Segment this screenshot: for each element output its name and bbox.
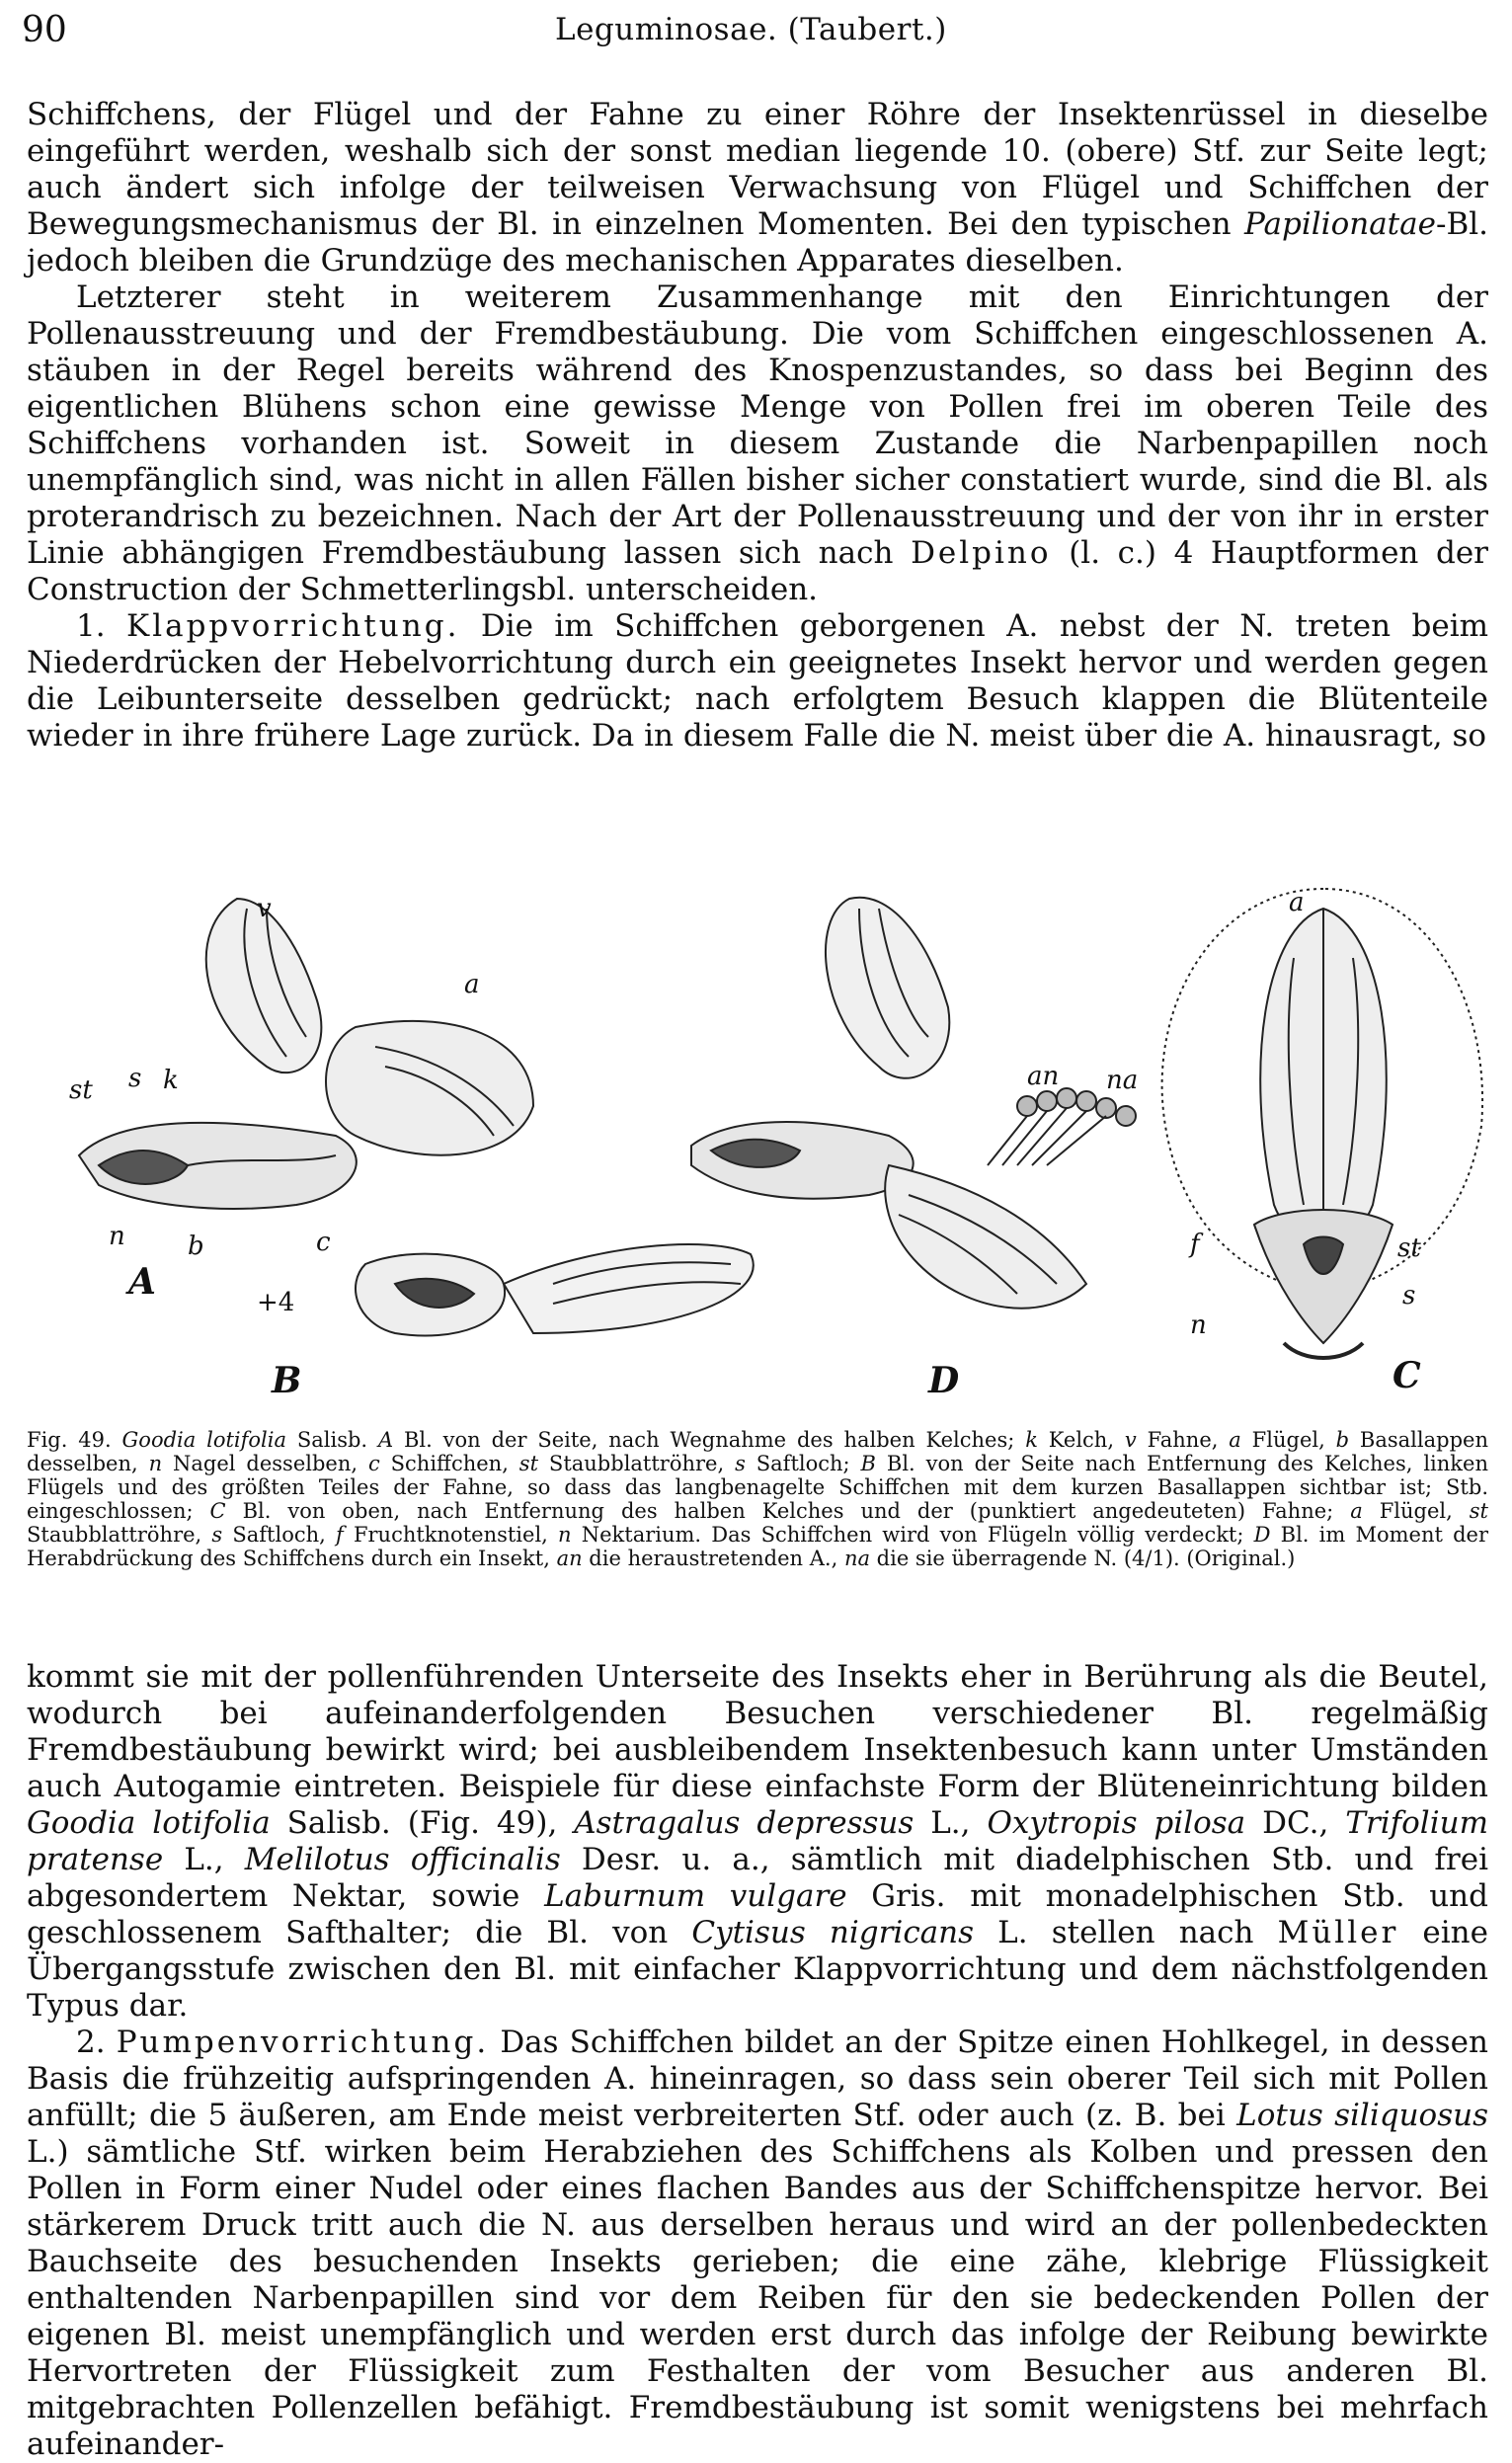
label-an: an	[1027, 1062, 1060, 1091]
panel-label-b: B	[272, 1360, 302, 1401]
label-n: n	[109, 1222, 125, 1251]
panel-label-c: C	[1393, 1355, 1421, 1396]
botanical-figure	[40, 869, 1491, 1422]
label-n-c: n	[1190, 1311, 1207, 1340]
paragraph: Schiffchens, der Flügel und der Fahne zu einer Röhre der Insektenrüssel in dieselbe eingeführt werden, weshalb sich der sonst median liegende 10. (obere) Stf. zur Seite legt; auch ändert sich infolge der teilweisen Verwachsung von Flügel und Schiffchen der Bewegungsmechanismus der Bl. in einzelnen Momenten. Bei den typischen Papilionatae-Bl. jedoch bleiben die Grundzüge des mechanischen Apparates dieselben.	[27, 97, 1488, 278]
text-block-upper	[27, 97, 1488, 755]
label-s: s	[128, 1064, 142, 1093]
label-st-c: st	[1397, 1233, 1421, 1263]
label-a: a	[464, 970, 480, 999]
page-number: 90	[22, 10, 67, 50]
flower-d-drawing	[691, 898, 1139, 1309]
label-f: f	[1190, 1230, 1200, 1259]
paragraph: Letzterer steht in weiterem Zusammenhange mit den Einrichtungen der Pollenausstreuung und der Fremdbestäubung. Die vom Schiffchen eingeschlossenen A. stäuben in der Regel bereits während des Knospenzustandes, so dass bei Beginn des eigentlichen Blühens schon eine gewisse Menge von Pollen frei im oberen Teile des Schiffchens vorhanden ist. Soweit in diesem Zustande die Narbenpapillen noch unempfänglich sind, was nicht in allen Fällen bisher sicher constatiert wurde, sind die Bl. als proterandrisch zu bezeichnen. Nach der Art der Pollenausstreuung und der von ihr in erster Linie abhängigen Fremdbestäubung lassen sich nach Delpino (l. c.) 4 Hauptformen der Construction der Schmetterlingsbl. unterscheiden.	[27, 279, 1488, 607]
running-head: Leguminosae. (Taubert.)	[555, 12, 947, 47]
flower-b-drawing	[356, 1244, 754, 1336]
label-st: st	[69, 1075, 93, 1105]
label-b: b	[188, 1232, 204, 1261]
label-c: c	[316, 1228, 331, 1257]
page-header	[22, 8, 1493, 57]
flower-illustration	[40, 869, 1491, 1422]
panel-label-a: A	[128, 1261, 156, 1303]
panel-label-d: D	[928, 1360, 960, 1401]
label-v: v	[257, 894, 272, 923]
label-k: k	[163, 1066, 179, 1095]
text-block-lower	[27, 1659, 1488, 2463]
label-a-c: a	[1289, 888, 1305, 917]
paragraph: 2. Pumpenvorrichtung. Das Schiffchen bildet an der Spitze einen Hohlkegel, in dessen Basis die frühzeitig aufspringenden A. hineinragen, so dass sein oberer Teil sich mit Pollen anfüllt; die 5 äußeren, am Ende meist verbreiterten Stf. oder auch (z. B. bei Lotus siliquosus L.) sämtliche Stf. wirken beim Herabziehen des Schiffchens als Kolben und pressen den Pollen in Form einer Nudel oder eines flachen Bandes aus der Schiffchenspitze hervor. Bei stärkerem Druck tritt auch die N. aus derselben heraus und wird an der pollenbedeckten Bauchseite des besuchenden Insekts gerieben; die eine zähe, klebrige Flüssigkeit enthaltenden Narbenpapillen sind vor dem Reiben für den sie bedeckenden Pollen der eigenen Bl. meist unempfänglich und werden erst durch das infolge der Reibung bewirkte Hervortreten der Flüssigkeit zum Festhalten der vom Besucher aus anderen Bl. mitgebrachten Pollenzellen befähigt. Fremdbestäubung ist somit wenigstens bei mehrfach aufeinander-	[27, 2025, 1488, 2462]
label-na: na	[1106, 1066, 1139, 1095]
label-s-c: s	[1402, 1281, 1416, 1311]
paragraph: 1. Klappvorrichtung. Die im Schiffchen geborgenen A. nebst der N. treten beim Niederdrücken der Hebelvorrichtung durch ein geeignetes Insekt hervor und werden gegen die Leibunterseite desselben gedrückt; nach erfolgtem Besuch klappen die Blütenteile wieder in ihre frühere Lage zurück. Da in diesem Falle die N. meist über die A. hinausragt, so	[27, 608, 1489, 754]
figure-caption: Fig. 49. Goodia lotifolia Salisb. A Bl. von der Seite, nach Wegnahme des halben Kelches; k Kelch, v Fahne, a Flügel, b Basallappen desselben, n Nagel desselben, c Schiffchen, st Staubblattröhre, s Saftloch; B Bl. von der Seite nach Entfernung des Kelches, linken Flügels und des größten Teiles der Fahne, so dass das langbenagelte Schiffchen mit dem kurzen Basallappen sichtbar ist; Stb. eingeschlossen; C Bl. von oben, nach Entfernung des halben Kelches und der (punktiert angedeuteten) Fahne; a Flügel, st Staubblattröhre, s Saftloch, f Fruchtknotenstiel, n Nektarium. Das Schiffchen wird von Flügeln völlig verdeckt; D Bl. im Moment der Herabdrückung des Schiffchens durch ein Insekt, an die heraustretenden A., na die sie überragende N. (4/1). (Original.)	[27, 1428, 1489, 1570]
paragraph: kommt sie mit der pollenführenden Unterseite des Insekts eher in Berührung als die Beutel, wodurch bei aufeinanderfolgenden Besuchen verschiedener Bl. regelmäßig Fremdbestäubung bewirkt wird; bei ausbleibendem Insektenbesuch kann unter Umständen auch Autogamie eintreten. Beispiele für diese einfachste Form der Blüteneinrichtung bilden Goodia lotifolia Salisb. (Fig. 49), Astragalus depressus L., Oxytropis pilosa DC., Trifolium pratense L., Melilotus officinalis Desr. u. a., sämtlich mit diadelphischen Stb. und frei abgesondertem Nektar, sowie Laburnum vulgare Gris. mit monadelphischen Stb. und geschlossenem Safthalter; die Bl. von Cytisus nigricans L. stellen nach Müller eine Übergangsstufe zwischen den Bl. mit einfacher Klappvorrichtung und dem nächstfolgenden Typus dar.	[27, 1659, 1488, 2024]
label-magnification: +4	[257, 1288, 295, 1317]
flower-a-drawing	[79, 899, 533, 1209]
flower-c-drawing	[1162, 889, 1482, 1358]
